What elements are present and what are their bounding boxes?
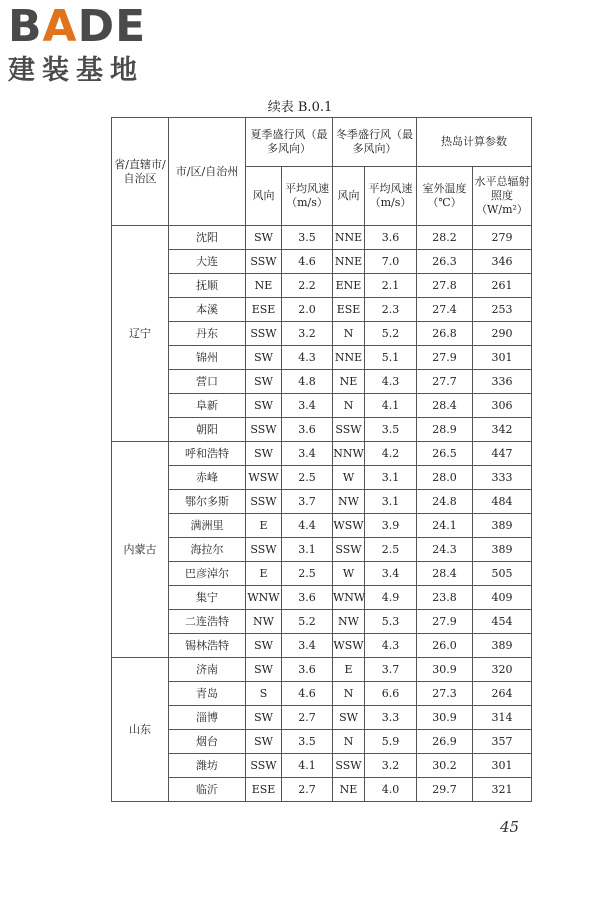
table-row — [112, 778, 532, 802]
summer-speed-cell: 2.0 — [282, 298, 333, 322]
winter-speed-cell: 2.3 — [365, 298, 417, 322]
city-cell: 二连浩特 — [169, 610, 246, 634]
radiation-cell: 333 — [473, 466, 532, 490]
header-province: 省/直辖市/自治区 — [112, 118, 169, 226]
radiation-cell: 279 — [473, 226, 532, 250]
table-row — [112, 226, 532, 250]
summer-direction-cell: SW — [246, 730, 282, 754]
summer-direction-cell: ESE — [246, 778, 282, 802]
outdoor-temperature-cell: 27.4 — [417, 298, 473, 322]
outdoor-temperature-cell: 26.3 — [417, 250, 473, 274]
winter-direction-cell: ENE — [333, 274, 365, 298]
summer-direction-cell: SSW — [246, 250, 282, 274]
outdoor-temperature-cell: 27.9 — [417, 610, 473, 634]
winter-direction-cell: NNE — [333, 226, 365, 250]
winter-direction-cell: WSW — [333, 514, 365, 538]
radiation-cell: 454 — [473, 610, 532, 634]
summer-speed-cell: 3.1 — [282, 538, 333, 562]
winter-direction-cell: NNE — [333, 250, 365, 274]
summer-speed-cell: 3.2 — [282, 322, 333, 346]
summer-speed-cell: 3.5 — [282, 730, 333, 754]
summer-speed-cell: 4.3 — [282, 346, 333, 370]
winter-direction-cell: ESE — [333, 298, 365, 322]
table-row — [112, 586, 532, 610]
winter-direction-cell: SSW — [333, 754, 365, 778]
radiation-cell: 264 — [473, 682, 532, 706]
city-cell: 锦州 — [169, 346, 246, 370]
city-cell: 青岛 — [169, 682, 246, 706]
summer-direction-cell: SSW — [246, 754, 282, 778]
table-row — [112, 634, 532, 658]
radiation-cell: 389 — [473, 634, 532, 658]
winter-direction-cell: NW — [333, 610, 365, 634]
winter-direction-cell: W — [333, 562, 365, 586]
summer-direction-cell: SW — [246, 658, 282, 682]
outdoor-temperature-cell: 26.5 — [417, 442, 473, 466]
summer-speed-cell: 4.1 — [282, 754, 333, 778]
outdoor-temperature-cell: 27.8 — [417, 274, 473, 298]
radiation-cell: 342 — [473, 418, 532, 442]
city-cell: 海拉尔 — [169, 538, 246, 562]
winter-speed-cell: 5.2 — [365, 322, 417, 346]
winter-direction-cell: NNW — [333, 442, 365, 466]
winter-direction-cell: WSW — [333, 634, 365, 658]
winter-speed-cell: 4.9 — [365, 586, 417, 610]
summer-speed-cell: 2.7 — [282, 706, 333, 730]
outdoor-temperature-cell: 30.9 — [417, 658, 473, 682]
winter-direction-cell: E — [333, 658, 365, 682]
radiation-cell: 346 — [473, 250, 532, 274]
summer-direction-cell: SSW — [246, 322, 282, 346]
radiation-cell: 301 — [473, 346, 532, 370]
province-cell: 内蒙古 — [112, 442, 169, 658]
page-number: 45 — [500, 818, 520, 836]
header-summer-wind: 夏季盛行风（最多风向） — [246, 118, 333, 167]
logo-wordmark: BADE — [8, 1, 147, 52]
city-cell: 潍坊 — [169, 754, 246, 778]
radiation-cell: 505 — [473, 562, 532, 586]
header-heat-island: 热岛计算参数 — [417, 118, 532, 167]
outdoor-temperature-cell: 27.3 — [417, 682, 473, 706]
header-summer-speed: 平均风速（m/s） — [282, 167, 333, 226]
header-outdoor-temperature: 室外温度（℃） — [417, 167, 473, 226]
summer-direction-cell: E — [246, 514, 282, 538]
winter-speed-cell: 5.3 — [365, 610, 417, 634]
winter-direction-cell: N — [333, 394, 365, 418]
table-caption: 续表 B.0.1 — [267, 100, 333, 115]
table-row — [112, 346, 532, 370]
winter-direction-cell: SSW — [333, 418, 365, 442]
table-row — [112, 490, 532, 514]
winter-speed-cell: 4.1 — [365, 394, 417, 418]
summer-speed-cell: 2.5 — [282, 466, 333, 490]
header-summer-direction: 风向 — [246, 167, 282, 226]
outdoor-temperature-cell: 30.9 — [417, 706, 473, 730]
summer-direction-cell: SW — [246, 634, 282, 658]
summer-speed-cell: 4.8 — [282, 370, 333, 394]
table-row — [112, 562, 532, 586]
winter-direction-cell: N — [333, 682, 365, 706]
city-cell: 鄂尔多斯 — [169, 490, 246, 514]
winter-direction-cell: NNE — [333, 346, 365, 370]
table-row — [112, 394, 532, 418]
table-row — [112, 322, 532, 346]
winter-direction-cell: SSW — [333, 538, 365, 562]
winter-speed-cell: 5.9 — [365, 730, 417, 754]
table-row — [112, 442, 532, 466]
outdoor-temperature-cell: 27.9 — [417, 346, 473, 370]
winter-speed-cell: 5.1 — [365, 346, 417, 370]
city-cell: 阜新 — [169, 394, 246, 418]
summer-direction-cell: SW — [246, 706, 282, 730]
city-cell: 本溪 — [169, 298, 246, 322]
summer-direction-cell: S — [246, 682, 282, 706]
climate-parameter-table — [111, 117, 532, 802]
winter-direction-cell: SW — [333, 706, 365, 730]
city-cell: 赤峰 — [169, 466, 246, 490]
winter-speed-cell: 4.2 — [365, 442, 417, 466]
table-row — [112, 538, 532, 562]
city-cell: 集宁 — [169, 586, 246, 610]
summer-direction-cell: SW — [246, 346, 282, 370]
brand-logo — [8, 1, 178, 94]
radiation-cell: 320 — [473, 658, 532, 682]
city-cell: 烟台 — [169, 730, 246, 754]
radiation-cell: 301 — [473, 754, 532, 778]
winter-speed-cell: 3.5 — [365, 418, 417, 442]
table-row — [112, 682, 532, 706]
radiation-cell: 253 — [473, 298, 532, 322]
city-cell: 抚顺 — [169, 274, 246, 298]
winter-speed-cell: 4.0 — [365, 778, 417, 802]
city-cell: 沈阳 — [169, 226, 246, 250]
summer-speed-cell: 4.4 — [282, 514, 333, 538]
summer-speed-cell: 3.4 — [282, 634, 333, 658]
city-cell: 济南 — [169, 658, 246, 682]
winter-speed-cell: 2.1 — [365, 274, 417, 298]
radiation-cell: 321 — [473, 778, 532, 802]
winter-direction-cell: NE — [333, 778, 365, 802]
radiation-cell: 314 — [473, 706, 532, 730]
radiation-cell: 306 — [473, 394, 532, 418]
table-body — [112, 226, 532, 802]
outdoor-temperature-cell: 24.1 — [417, 514, 473, 538]
outdoor-temperature-cell: 28.2 — [417, 226, 473, 250]
outdoor-temperature-cell: 28.4 — [417, 394, 473, 418]
summer-speed-cell: 3.5 — [282, 226, 333, 250]
winter-direction-cell: NE — [333, 370, 365, 394]
table-row — [112, 370, 532, 394]
winter-direction-cell: N — [333, 730, 365, 754]
city-cell: 锡林浩特 — [169, 634, 246, 658]
winter-direction-cell: WNW — [333, 586, 365, 610]
radiation-cell: 484 — [473, 490, 532, 514]
province-cell: 辽宁 — [112, 226, 169, 442]
summer-speed-cell: 3.4 — [282, 394, 333, 418]
city-cell: 丹东 — [169, 322, 246, 346]
summer-direction-cell: SSW — [246, 538, 282, 562]
province-cell: 山东 — [112, 658, 169, 802]
outdoor-temperature-cell: 26.0 — [417, 634, 473, 658]
city-cell: 朝阳 — [169, 418, 246, 442]
summer-direction-cell: SW — [246, 226, 282, 250]
winter-speed-cell: 3.3 — [365, 706, 417, 730]
table-row — [112, 754, 532, 778]
winter-speed-cell: 4.3 — [365, 634, 417, 658]
outdoor-temperature-cell: 27.7 — [417, 370, 473, 394]
table-row — [112, 706, 532, 730]
logo-subtitle: 建装基地 — [8, 55, 144, 86]
radiation-cell: 261 — [473, 274, 532, 298]
radiation-cell: 447 — [473, 442, 532, 466]
header-winter-wind: 冬季盛行风（最多风向） — [333, 118, 417, 167]
winter-speed-cell: 2.5 — [365, 538, 417, 562]
summer-speed-cell: 2.7 — [282, 778, 333, 802]
winter-speed-cell: 3.9 — [365, 514, 417, 538]
city-cell: 巴彦淖尔 — [169, 562, 246, 586]
table-row — [112, 250, 532, 274]
summer-direction-cell: SW — [246, 370, 282, 394]
winter-direction-cell: NW — [333, 490, 365, 514]
summer-speed-cell: 4.6 — [282, 250, 333, 274]
winter-speed-cell: 3.2 — [365, 754, 417, 778]
radiation-cell: 357 — [473, 730, 532, 754]
outdoor-temperature-cell: 26.9 — [417, 730, 473, 754]
summer-direction-cell: WSW — [246, 466, 282, 490]
table-row — [112, 658, 532, 682]
outdoor-temperature-cell: 24.3 — [417, 538, 473, 562]
city-cell: 淄博 — [169, 706, 246, 730]
radiation-cell: 409 — [473, 586, 532, 610]
city-cell: 临沂 — [169, 778, 246, 802]
header-winter-speed: 平均风速（m/s） — [365, 167, 417, 226]
summer-speed-cell: 4.6 — [282, 682, 333, 706]
table-row — [112, 466, 532, 490]
summer-speed-cell: 2.2 — [282, 274, 333, 298]
winter-speed-cell: 3.1 — [365, 490, 417, 514]
summer-speed-cell: 3.7 — [282, 490, 333, 514]
summer-direction-cell: SSW — [246, 418, 282, 442]
city-cell: 呼和浩特 — [169, 442, 246, 466]
outdoor-temperature-cell: 30.2 — [417, 754, 473, 778]
outdoor-temperature-cell: 29.7 — [417, 778, 473, 802]
winter-speed-cell: 3.1 — [365, 466, 417, 490]
outdoor-temperature-cell: 23.8 — [417, 586, 473, 610]
summer-direction-cell: SSW — [246, 490, 282, 514]
summer-speed-cell: 3.6 — [282, 586, 333, 610]
winter-speed-cell: 3.6 — [365, 226, 417, 250]
summer-direction-cell: WNW — [246, 586, 282, 610]
table-row — [112, 730, 532, 754]
summer-direction-cell: E — [246, 562, 282, 586]
header-winter-direction: 风向 — [333, 167, 365, 226]
summer-speed-cell: 3.6 — [282, 418, 333, 442]
winter-speed-cell: 4.3 — [365, 370, 417, 394]
summer-direction-cell: NE — [246, 274, 282, 298]
summer-speed-cell: 3.6 — [282, 658, 333, 682]
header-horizontal-radiation: 水平总辐射照度（W/m²） — [473, 167, 532, 226]
radiation-cell: 389 — [473, 514, 532, 538]
radiation-cell: 389 — [473, 538, 532, 562]
outdoor-temperature-cell: 28.4 — [417, 562, 473, 586]
summer-speed-cell: 5.2 — [282, 610, 333, 634]
summer-direction-cell: SW — [246, 442, 282, 466]
outdoor-temperature-cell: 28.9 — [417, 418, 473, 442]
radiation-cell: 336 — [473, 370, 532, 394]
outdoor-temperature-cell: 26.8 — [417, 322, 473, 346]
table-row — [112, 514, 532, 538]
outdoor-temperature-cell: 28.0 — [417, 466, 473, 490]
winter-speed-cell: 7.0 — [365, 250, 417, 274]
winter-direction-cell: N — [333, 322, 365, 346]
summer-direction-cell: SW — [246, 394, 282, 418]
winter-speed-cell: 3.4 — [365, 562, 417, 586]
summer-speed-cell: 2.5 — [282, 562, 333, 586]
city-cell: 满洲里 — [169, 514, 246, 538]
table-row — [112, 610, 532, 634]
table-row — [112, 298, 532, 322]
outdoor-temperature-cell: 24.8 — [417, 490, 473, 514]
winter-speed-cell: 6.6 — [365, 682, 417, 706]
summer-direction-cell: NW — [246, 610, 282, 634]
table-row — [112, 418, 532, 442]
winter-direction-cell: W — [333, 466, 365, 490]
city-cell: 营口 — [169, 370, 246, 394]
city-cell: 大连 — [169, 250, 246, 274]
table-row — [112, 274, 532, 298]
header-city: 市/区/自治州 — [169, 118, 246, 226]
winter-speed-cell: 3.7 — [365, 658, 417, 682]
summer-direction-cell: ESE — [246, 298, 282, 322]
summer-speed-cell: 3.4 — [282, 442, 333, 466]
radiation-cell: 290 — [473, 322, 532, 346]
